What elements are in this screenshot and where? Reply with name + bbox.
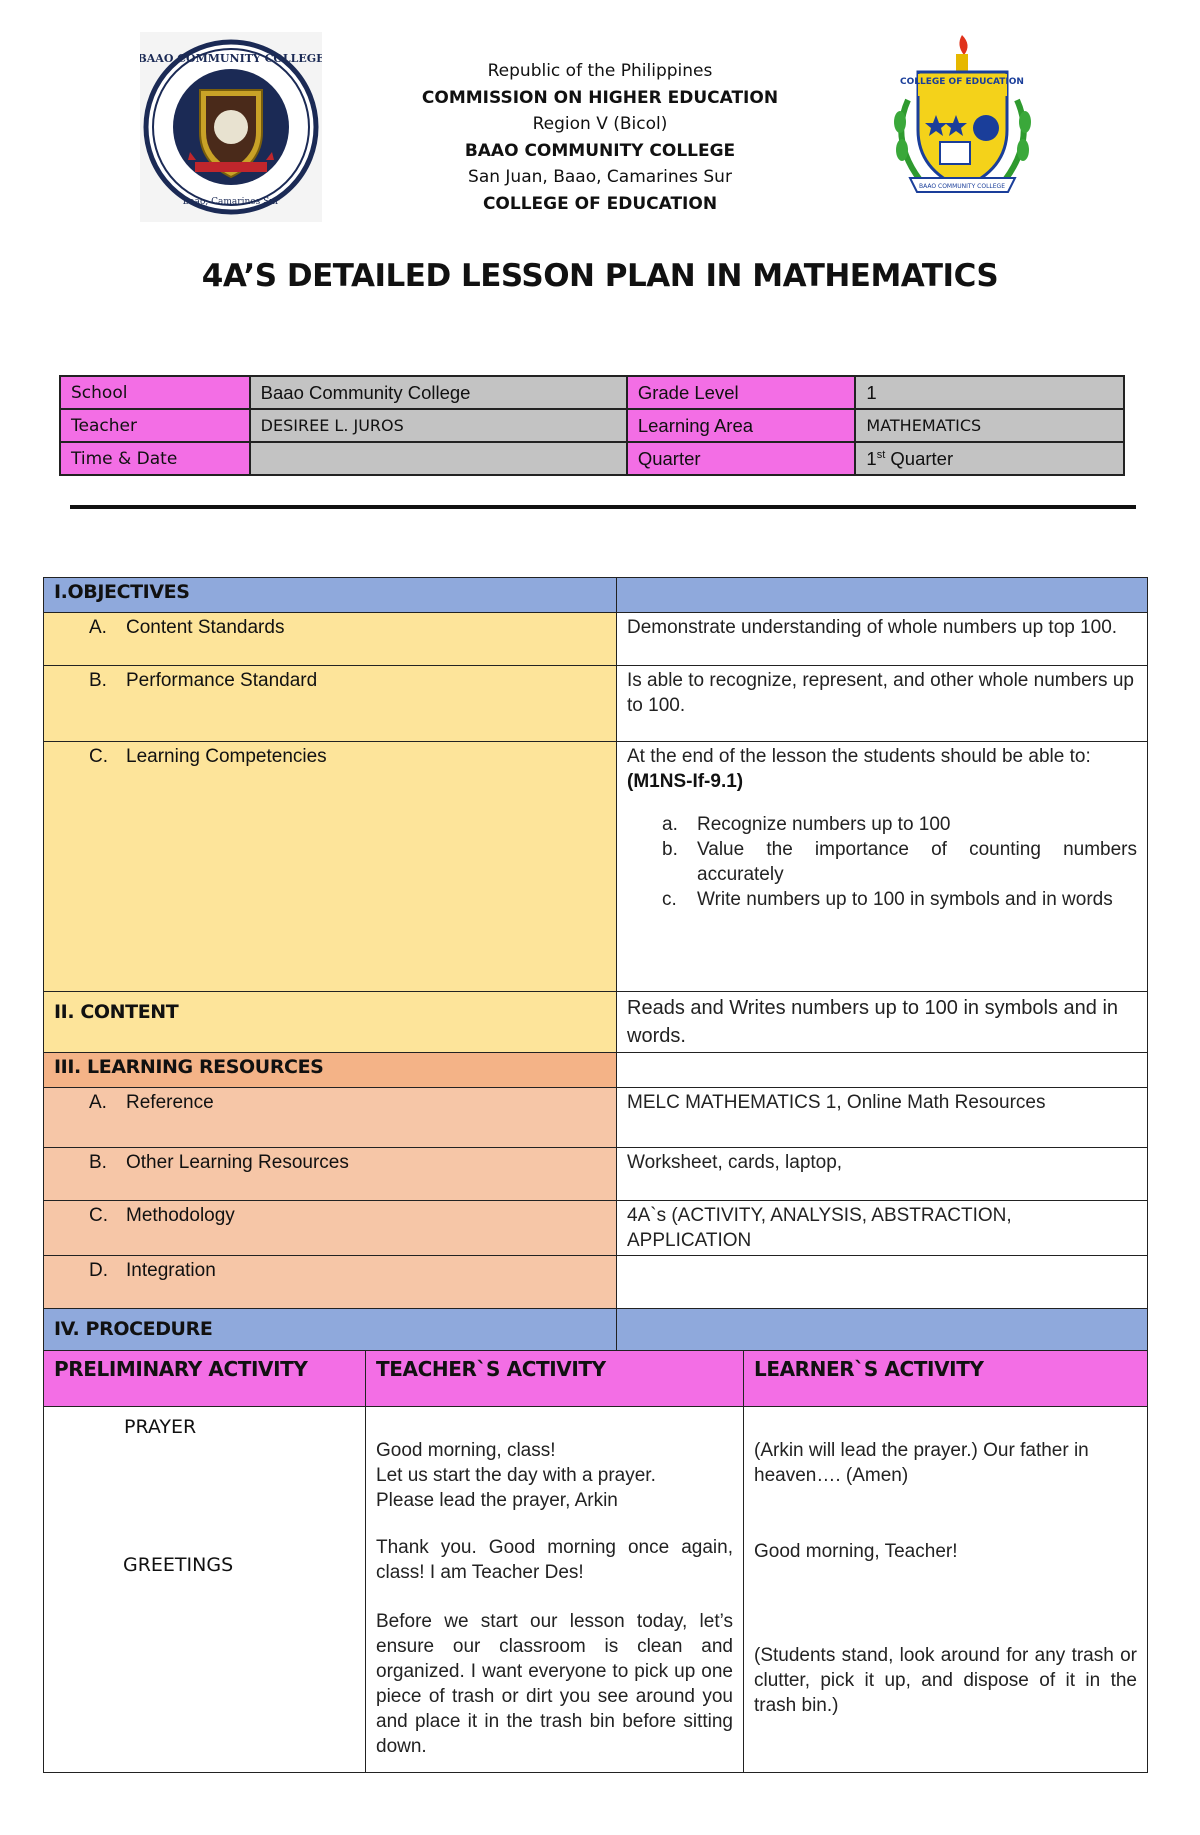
address-line: San Juan, Baao, Camarines Sur — [468, 167, 732, 187]
country-line: Republic of the Philippines — [487, 61, 713, 81]
teacher-activity-cell — [366, 1407, 744, 1773]
quarter-value: 1st Quarter — [855, 442, 1124, 475]
reference-label: A. Reference — [44, 1088, 617, 1148]
logo-right-banner: COLLEGE OF EDUCATION — [900, 77, 1024, 87]
school-label: School — [60, 376, 250, 409]
time-date-value — [250, 442, 627, 475]
methodology-label: C. Methodology — [44, 1201, 617, 1256]
integration-label: D. Integration — [44, 1256, 617, 1309]
learner-cleanup-text: (Students stand, look around for any trash or clutter, pick it up, and dispose of it in the trash bin.) — [754, 1645, 1137, 1716]
other-resources-label: B. Other Learning Resources — [44, 1148, 617, 1201]
preliminary-activity-cell — [44, 1407, 366, 1773]
procedure-heading: IV. PROCEDURE — [44, 1309, 617, 1357]
prayer-label: PRAYER — [124, 1416, 197, 1438]
content-standards-value: Demonstrate understanding of whole numbers up top 100. — [617, 613, 1148, 666]
integration-value — [617, 1256, 1148, 1309]
teacher-greeting-text: Thank you. Good morning once again, class! I am Teacher Des! — [376, 1537, 733, 1583]
logo-left-ring-top: BAAO COMMUNITY COLLEGE — [140, 52, 322, 65]
logo-left-ring-bottom: Baao, Camarines Sur — [182, 197, 280, 207]
learning-area-label: Learning Area — [627, 409, 856, 442]
teacher-label: Teacher — [60, 409, 250, 442]
competency-item: c. Write numbers up to 100 in symbols and in words — [662, 889, 1113, 910]
teacher-cleanup-text: Before we start our lesson today, let’s ensure our classroom is clean and organized. I want everyone to pick up one piece of trash or dirt you see around you and place it in the trash bin before sitting down. — [376, 1611, 733, 1757]
page-title: 4A’S DETAILED LESSON PLAN IN MATHEMATICS — [201, 258, 999, 294]
learning-competencies-value — [617, 742, 1148, 992]
procedure-table — [43, 1350, 1148, 1773]
time-date-label: Time & Date — [60, 442, 250, 475]
content-value: Reads and Writes numbers up to 100 in symbols and in words. — [617, 992, 1148, 1053]
school-value: Baao Community College — [250, 376, 627, 409]
grade-level-label: Grade Level — [627, 376, 856, 409]
competency-item: a. Recognize numbers up to 100 — [662, 814, 951, 835]
learning-competencies-label: C. Learning Competencies — [44, 742, 617, 992]
teacher-prayer-text: Good morning, class! Let us start the day with a prayer. Please lead the prayer, Arkin — [376, 1440, 656, 1511]
lesson-info-table — [59, 375, 1125, 476]
competency-item: b. Value the importance of counting numbers accurately — [662, 839, 1137, 885]
commission-line: COMMISSION ON HIGHER EDUCATION — [421, 87, 779, 108]
preliminary-activity-header: PRELIMINARY ACTIVITY — [44, 1351, 366, 1407]
competencies-code: (M1NS-If-9.1) — [627, 771, 744, 792]
learner-greeting-text: Good morning, Teacher! — [754, 1541, 958, 1562]
content-standards-label: A. Content Standards — [44, 613, 617, 666]
greetings-label: GREETINGS — [123, 1554, 234, 1576]
lesson-plan-table — [43, 577, 1148, 1357]
learner-prayer-text: (Arkin will lead the prayer.) Our father in heaven…. (Amen) — [754, 1440, 1089, 1486]
learning-resources-heading: III. LEARNING RESOURCES — [44, 1053, 617, 1088]
performance-standard-value: Is able to recognize, represent, and other whole numbers up to 100. — [617, 666, 1148, 742]
logo-right-ribbon: BAAO COMMUNITY COLLEGE — [919, 183, 1005, 190]
content-heading: II. CONTENT — [44, 992, 617, 1053]
learning-area-value: MATHEMATICS — [855, 409, 1124, 442]
learner-activity-cell — [744, 1407, 1148, 1773]
methodology-value: 4A`s (ACTIVITY, ANALYSIS, ABSTRACTION, APPLICATION — [617, 1201, 1148, 1256]
college-line: BAAO COMMUNITY COLLEGE — [464, 140, 736, 161]
region-line: Region V (Bicol) — [532, 114, 668, 134]
competencies-intro: At the end of the lesson the students should be able to: — [627, 746, 1091, 767]
competencies-list — [627, 812, 1137, 912]
institution-header — [0, 58, 1200, 217]
other-resources-value: Worksheet, cards, laptop, — [617, 1148, 1148, 1201]
learner-activity-header: LEARNER`S ACTIVITY — [744, 1351, 1148, 1407]
teacher-value: DESIREE L. JUROS — [250, 409, 627, 442]
department-line: COLLEGE OF EDUCATION — [482, 193, 718, 214]
objectives-heading: I.OBJECTIVES — [44, 578, 617, 613]
performance-standard-label: B. Performance Standard — [44, 666, 617, 742]
teacher-activity-header: TEACHER`S ACTIVITY — [366, 1351, 744, 1407]
quarter-label: Quarter — [627, 442, 856, 475]
horizontal-divider — [70, 505, 1136, 509]
reference-value: MELC MATHEMATICS 1, Online Math Resources — [617, 1088, 1148, 1148]
grade-level-value: 1 — [855, 376, 1124, 409]
